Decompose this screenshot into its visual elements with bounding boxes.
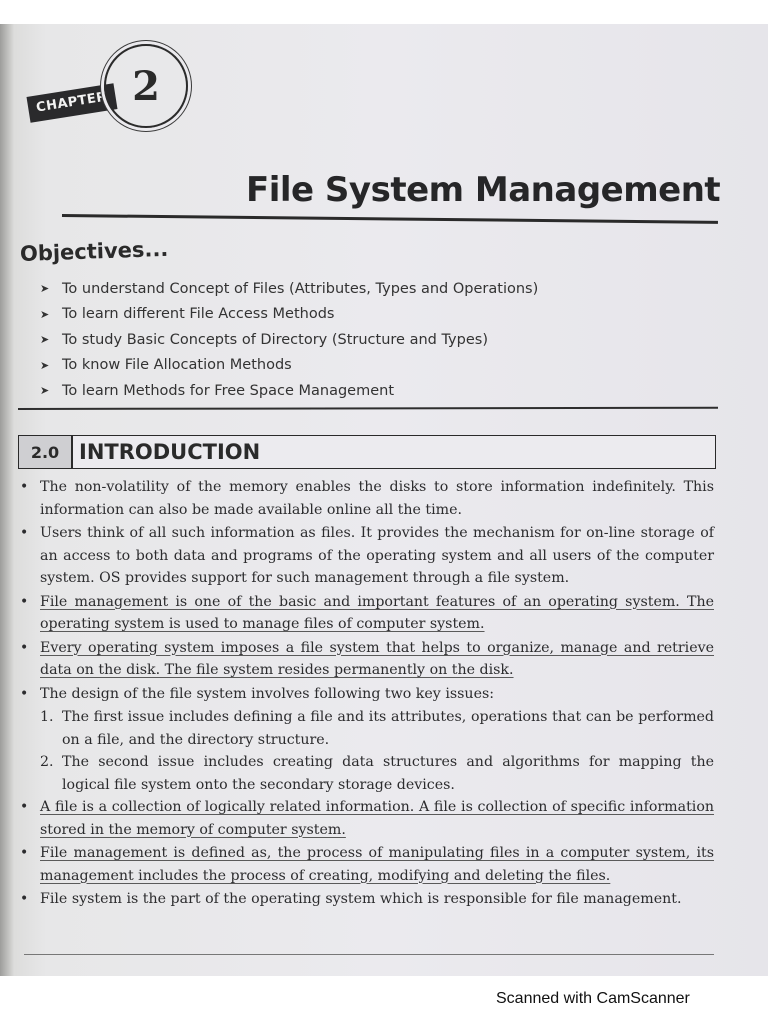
bullet-dot-icon: • <box>20 845 29 861</box>
paragraph-text: File management is one of the basic and important features of an operating system. The operating system is used to manage files of computer system. <box>40 593 714 632</box>
objective-item <box>40 378 538 404</box>
objective-text: To understand Concept of Files (Attributes, Types and Operations) <box>62 280 539 297</box>
bullet-dot-icon: • <box>20 685 29 702</box>
bullet-dot-icon: • <box>20 639 29 656</box>
objectives-heading: Objectives... <box>19 236 169 266</box>
paragraph-text: File management is defined as, the process of manipulating files in a computer system, its management includes the process of creating, modifying and deleting the files. <box>40 845 714 884</box>
numbered-item <box>20 751 714 796</box>
bullet-paragraph <box>20 476 714 521</box>
section-number: 2.0 <box>19 436 73 468</box>
numbered-item <box>20 706 714 751</box>
section-body <box>20 476 714 912</box>
paragraph-text: The design of the file system involves following two key issues: <box>40 685 495 702</box>
paragraph-text: File system is the part of the operating system which is responsible for file management. <box>40 891 682 907</box>
item-text: The first issue includes defining a file and its attributes, operations that can be performed on a file, and the directory structure. <box>62 709 714 748</box>
bullet-paragraph <box>20 637 714 682</box>
bullet-paragraph <box>20 683 714 706</box>
bullet-paragraph <box>20 522 714 590</box>
objective-item <box>40 353 538 379</box>
bullet-dot-icon: • <box>20 525 29 541</box>
bullet-dot-icon: • <box>20 799 29 815</box>
objectives-divider <box>18 407 718 410</box>
section-title: INTRODUCTION <box>79 440 261 464</box>
objective-item <box>40 276 538 302</box>
objective-item <box>40 327 538 353</box>
paragraph-text: Every operating system imposes a file system that helps to organize, manage and retrieve data on the disk. The file system resides permanently on the disk. <box>40 639 714 678</box>
page-bottom-rule <box>24 954 714 955</box>
paragraph-text: Users think of all such information as files. It provides the mechanism for on-line storage of an access to both data and programs of the operating system and all users of the computer system. OS provides support for such management through a file system. <box>40 525 714 586</box>
camscanner-watermark: Scanned with CamScanner <box>496 990 690 1007</box>
chapter-title: File System Management <box>246 170 721 210</box>
objective-text: To know File Allocation Methods <box>62 357 292 374</box>
objective-text: To study Basic Concepts of Directory (Structure and Types) <box>62 331 488 348</box>
objective-item <box>40 302 538 328</box>
bullet-paragraph <box>20 888 714 911</box>
arrow-bullet-icon: ➤ <box>40 282 50 296</box>
paragraph-text: A file is a collection of logically related information. A file is collection of specific information stored in the memory of computer system. <box>40 799 714 838</box>
bullet-dot-icon: • <box>20 891 29 907</box>
chapter-number: 2 <box>104 44 188 128</box>
title-underline <box>62 214 718 224</box>
arrow-bullet-icon: ➤ <box>40 333 50 347</box>
objective-text: To learn different File Access Methods <box>62 306 335 323</box>
bullet-dot-icon: • <box>20 593 29 610</box>
paragraph-text: The non-volatility of the memory enables the disks to store information indefinitely. This information can also be made available online all the time. <box>40 479 714 518</box>
item-text: The second issue includes creating data structures and algorithms for mapping the logical file system onto the secondary storage devices. <box>62 754 714 793</box>
bullet-paragraph <box>20 796 714 841</box>
bullet-dot-icon: • <box>20 479 29 495</box>
arrow-bullet-icon: ➤ <box>40 358 50 372</box>
objectives-list <box>40 276 538 404</box>
item-number: 1. <box>40 709 54 725</box>
bullet-paragraph <box>20 842 714 887</box>
scanned-page <box>0 24 768 976</box>
arrow-bullet-icon: ➤ <box>40 384 50 398</box>
section-header <box>18 435 716 469</box>
item-number: 2. <box>40 754 54 770</box>
objective-text: To learn Methods for Free Space Management <box>62 382 394 399</box>
arrow-bullet-icon: ➤ <box>40 307 50 321</box>
chapter-label: CHAPTER <box>27 83 118 122</box>
book-spine-shadow <box>0 24 14 976</box>
bullet-paragraph <box>20 591 714 636</box>
